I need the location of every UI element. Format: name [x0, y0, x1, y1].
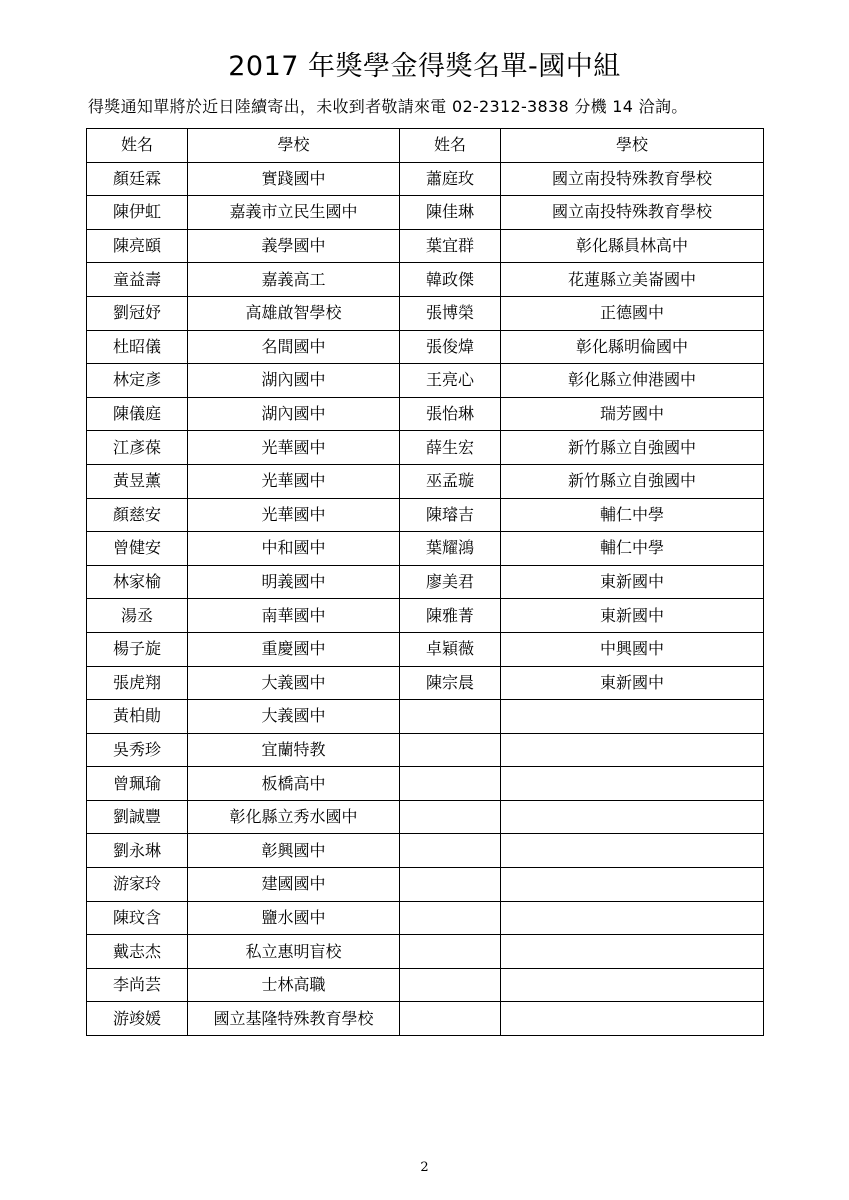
student-name-left: 林定彥 [87, 364, 188, 398]
page-number: 2 [420, 1160, 429, 1175]
school-right: 花蓮縣立美崙國中 [501, 263, 764, 297]
notice-text: 得獎通知單將於近日陸續寄出，未收到者敬請來電 02-2312-3838 分機 14 洽詢。 [88, 97, 688, 116]
student-name-right [400, 834, 501, 868]
student-name-left: 陳亮頤 [87, 229, 188, 263]
student-name-right [400, 1002, 501, 1036]
table-row [87, 330, 764, 364]
student-name-right: 王亮心 [400, 364, 501, 398]
student-name-left: 黃柏勛 [87, 700, 188, 734]
table-row [87, 1002, 764, 1036]
school-left: 嘉義市立民生國中 [188, 196, 400, 230]
table-row [87, 364, 764, 398]
school-right: 新竹縣立自強國中 [501, 464, 764, 498]
student-name-right: 陳璿吉 [400, 498, 501, 532]
student-name-left: 劉永琳 [87, 834, 188, 868]
header-school-left: 學校 [188, 129, 400, 163]
student-name-left: 陳玟含 [87, 901, 188, 935]
student-name-right [400, 901, 501, 935]
table-row [87, 229, 764, 263]
school-right: 彰化縣員林高中 [501, 229, 764, 263]
table-row [87, 296, 764, 330]
student-name-right [400, 700, 501, 734]
school-left: 義學國中 [188, 229, 400, 263]
table-row [87, 565, 764, 599]
student-name-right: 薛生宏 [400, 431, 501, 465]
school-left: 彰化縣立秀水國中 [188, 800, 400, 834]
table-row [87, 397, 764, 431]
table-row [87, 666, 764, 700]
school-right: 瑞芳國中 [501, 397, 764, 431]
student-name-right: 陳宗晨 [400, 666, 501, 700]
school-left: 高雄啟智學校 [188, 296, 400, 330]
table-row [87, 901, 764, 935]
school-right [501, 968, 764, 1002]
school-left: 彰興國中 [188, 834, 400, 868]
school-left: 光華國中 [188, 498, 400, 532]
school-left: 南華國中 [188, 599, 400, 633]
school-left: 名間國中 [188, 330, 400, 364]
header-name-right: 姓名 [400, 129, 501, 163]
student-name-right: 張俊煒 [400, 330, 501, 364]
school-right: 東新國中 [501, 666, 764, 700]
school-left: 重慶國中 [188, 632, 400, 666]
student-name-left: 張虎翔 [87, 666, 188, 700]
student-name-right [400, 767, 501, 801]
school-right: 彰化縣明倫國中 [501, 330, 764, 364]
table-row [87, 196, 764, 230]
table-row [87, 431, 764, 465]
school-right: 彰化縣立伸港國中 [501, 364, 764, 398]
school-right: 輔仁中學 [501, 532, 764, 566]
table-row [87, 935, 764, 969]
school-right: 輔仁中學 [501, 498, 764, 532]
school-right: 新竹縣立自強國中 [501, 431, 764, 465]
student-name-right: 張怡琳 [400, 397, 501, 431]
student-name-left: 楊子旋 [87, 632, 188, 666]
student-name-left: 劉誠豐 [87, 800, 188, 834]
student-name-left: 李尚芸 [87, 968, 188, 1002]
school-right [501, 700, 764, 734]
table-header-row [87, 129, 764, 163]
school-right [501, 733, 764, 767]
student-name-right: 巫孟璇 [400, 464, 501, 498]
student-name-right: 蕭庭玫 [400, 162, 501, 196]
student-name-right: 陳雅菁 [400, 599, 501, 633]
school-right [501, 1002, 764, 1036]
student-name-left: 戴志杰 [87, 935, 188, 969]
table-row [87, 834, 764, 868]
school-right [501, 767, 764, 801]
school-left: 實踐國中 [188, 162, 400, 196]
table-row [87, 700, 764, 734]
student-name-right: 韓政傑 [400, 263, 501, 297]
student-name-left: 吳秀珍 [87, 733, 188, 767]
table-row [87, 632, 764, 666]
table-row [87, 968, 764, 1002]
student-name-right: 葉耀鴻 [400, 532, 501, 566]
school-left: 大義國中 [188, 700, 400, 734]
student-name-left: 江彥葆 [87, 431, 188, 465]
school-right [501, 935, 764, 969]
school-left: 國立基隆特殊教育學校 [188, 1002, 400, 1036]
school-right: 正德國中 [501, 296, 764, 330]
student-name-right [400, 968, 501, 1002]
school-left: 明義國中 [188, 565, 400, 599]
school-right [501, 834, 764, 868]
school-left: 板橋高中 [188, 767, 400, 801]
student-name-left: 杜昭儀 [87, 330, 188, 364]
school-right: 國立南投特殊教育學校 [501, 162, 764, 196]
student-name-right: 陳佳琳 [400, 196, 501, 230]
student-name-left: 黃昱薰 [87, 464, 188, 498]
student-name-right: 張博榮 [400, 296, 501, 330]
table-row [87, 868, 764, 902]
student-name-left: 游竣媛 [87, 1002, 188, 1036]
student-name-left: 曾健安 [87, 532, 188, 566]
student-name-left: 湯丞 [87, 599, 188, 633]
table-row [87, 263, 764, 297]
table-row [87, 733, 764, 767]
student-name-left: 顏慈安 [87, 498, 188, 532]
school-left: 湖內國中 [188, 364, 400, 398]
student-name-left: 顏廷霖 [87, 162, 188, 196]
school-left: 中和國中 [188, 532, 400, 566]
student-name-left: 劉冠妤 [87, 296, 188, 330]
student-name-left: 陳儀庭 [87, 397, 188, 431]
student-name-right: 廖美君 [400, 565, 501, 599]
school-left: 鹽水國中 [188, 901, 400, 935]
school-left: 建國國中 [188, 868, 400, 902]
student-name-left: 曾珮瑜 [87, 767, 188, 801]
table-row [87, 599, 764, 633]
header-name-left: 姓名 [87, 129, 188, 163]
table-row [87, 464, 764, 498]
school-right: 中興國中 [501, 632, 764, 666]
student-name-left: 游家玲 [87, 868, 188, 902]
student-name-right [400, 868, 501, 902]
student-name-left: 林家榆 [87, 565, 188, 599]
school-left: 士林高職 [188, 968, 400, 1002]
school-left: 大義國中 [188, 666, 400, 700]
table-body [87, 162, 764, 1035]
student-name-left: 童益壽 [87, 263, 188, 297]
school-right [501, 800, 764, 834]
school-left: 湖內國中 [188, 397, 400, 431]
header-school-right: 學校 [501, 129, 764, 163]
school-left: 嘉義高工 [188, 263, 400, 297]
student-name-right [400, 733, 501, 767]
student-name-right: 卓穎薇 [400, 632, 501, 666]
table-row [87, 767, 764, 801]
page-title: 2017 年獎學金得獎名單-國中組 [228, 51, 621, 82]
student-name-left: 陳伊虹 [87, 196, 188, 230]
table-row [87, 162, 764, 196]
student-name-right: 葉宜群 [400, 229, 501, 263]
award-table [86, 128, 764, 1036]
table-row [87, 800, 764, 834]
student-name-right [400, 800, 501, 834]
school-left: 宜蘭特教 [188, 733, 400, 767]
table-row [87, 532, 764, 566]
school-right [501, 901, 764, 935]
school-left: 私立惠明盲校 [188, 935, 400, 969]
school-left: 光華國中 [188, 431, 400, 465]
table-row [87, 498, 764, 532]
school-right [501, 868, 764, 902]
school-left: 光華國中 [188, 464, 400, 498]
school-right: 東新國中 [501, 565, 764, 599]
school-right: 東新國中 [501, 599, 764, 633]
student-name-right [400, 935, 501, 969]
school-right: 國立南投特殊教育學校 [501, 196, 764, 230]
